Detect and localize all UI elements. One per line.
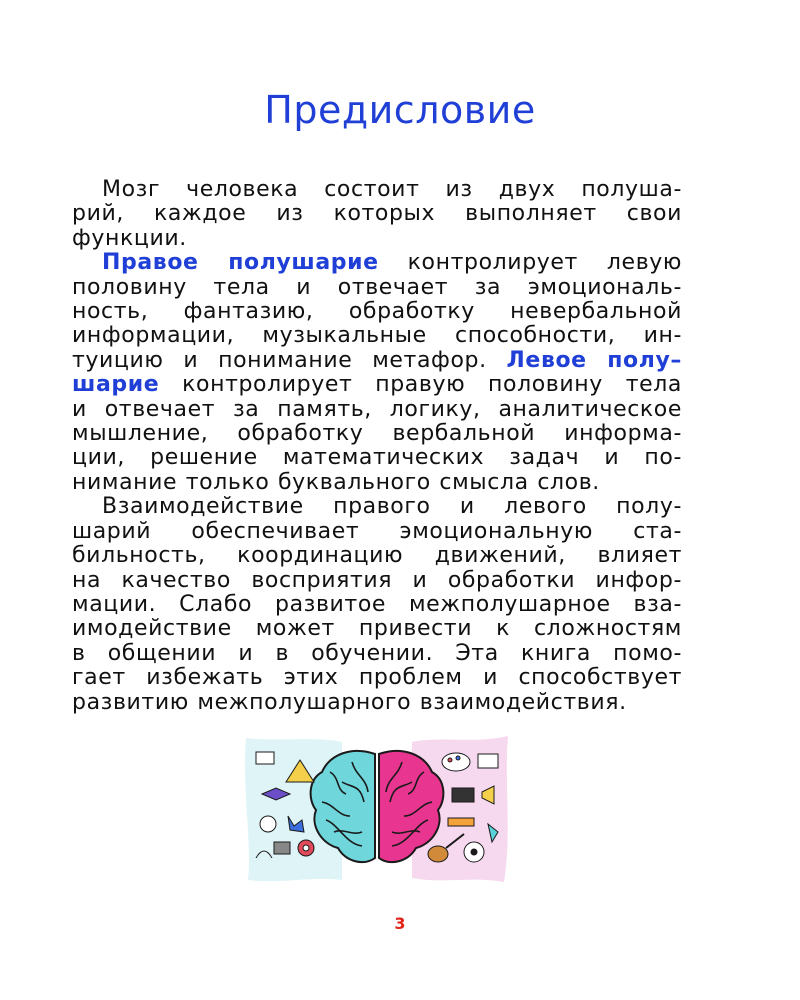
text-line: имодействие может привести к сложностям [72,616,682,642]
page-title: Предисловие [264,88,536,132]
highlight-right-hemisphere: Правое полушарие [102,250,379,276]
text-line: Взаимодействие правого и левого полу- [102,494,682,520]
text-line: развитию межполушарного взаимодействия. [72,689,627,715]
text-line: функции. [72,225,187,251]
text-line: половину тела и отвечает за эмоциональ- [72,274,682,300]
text-line: ции, решение математических задач и по- [72,445,682,471]
text-line [72,349,682,373]
text-fragment: туицию и понимание метафор. [72,347,487,373]
highlight-left-hemisphere-cont: шарие [72,372,160,398]
text-line: гает избежать этих проблем и способствует [72,665,682,691]
text-line: ность, фантазию, обработку невербальной [72,299,682,325]
text-line: бильность, координацию движений, влияет [72,543,682,569]
text-line [72,251,682,275]
text-line: нимание только буквального смысла слов. [72,469,600,495]
text-line: и отвечает за память, логику, аналитическое [72,396,682,422]
text-line: шарий обеспечивает эмоциональную ста- [72,518,682,544]
text-line: мации. Слабо развитое межполушарное вза- [72,591,682,617]
text-line: рий, каждое из которых выполняет свои [72,201,682,227]
text-fragment: контролирует левую [407,250,682,276]
text-line: информации, музыкальные способности, ин- [72,323,682,349]
text-line: на качество восприятия и обработки инфор- [72,567,682,593]
page-number: 3 [394,914,406,933]
text-line: мышление, обработку вербальной информа- [72,421,682,447]
text-line [72,373,682,397]
brain-illustration [242,732,512,888]
highlight-left-hemisphere: Левое полу– [506,347,682,373]
text-line: в общении и в обучении. Эта книга помо- [72,640,682,666]
body-text [72,178,682,715]
text-fragment: контролирует правую половину тела [182,372,682,398]
text-line: Мозг человека состоит из двух полуша- [102,177,682,202]
